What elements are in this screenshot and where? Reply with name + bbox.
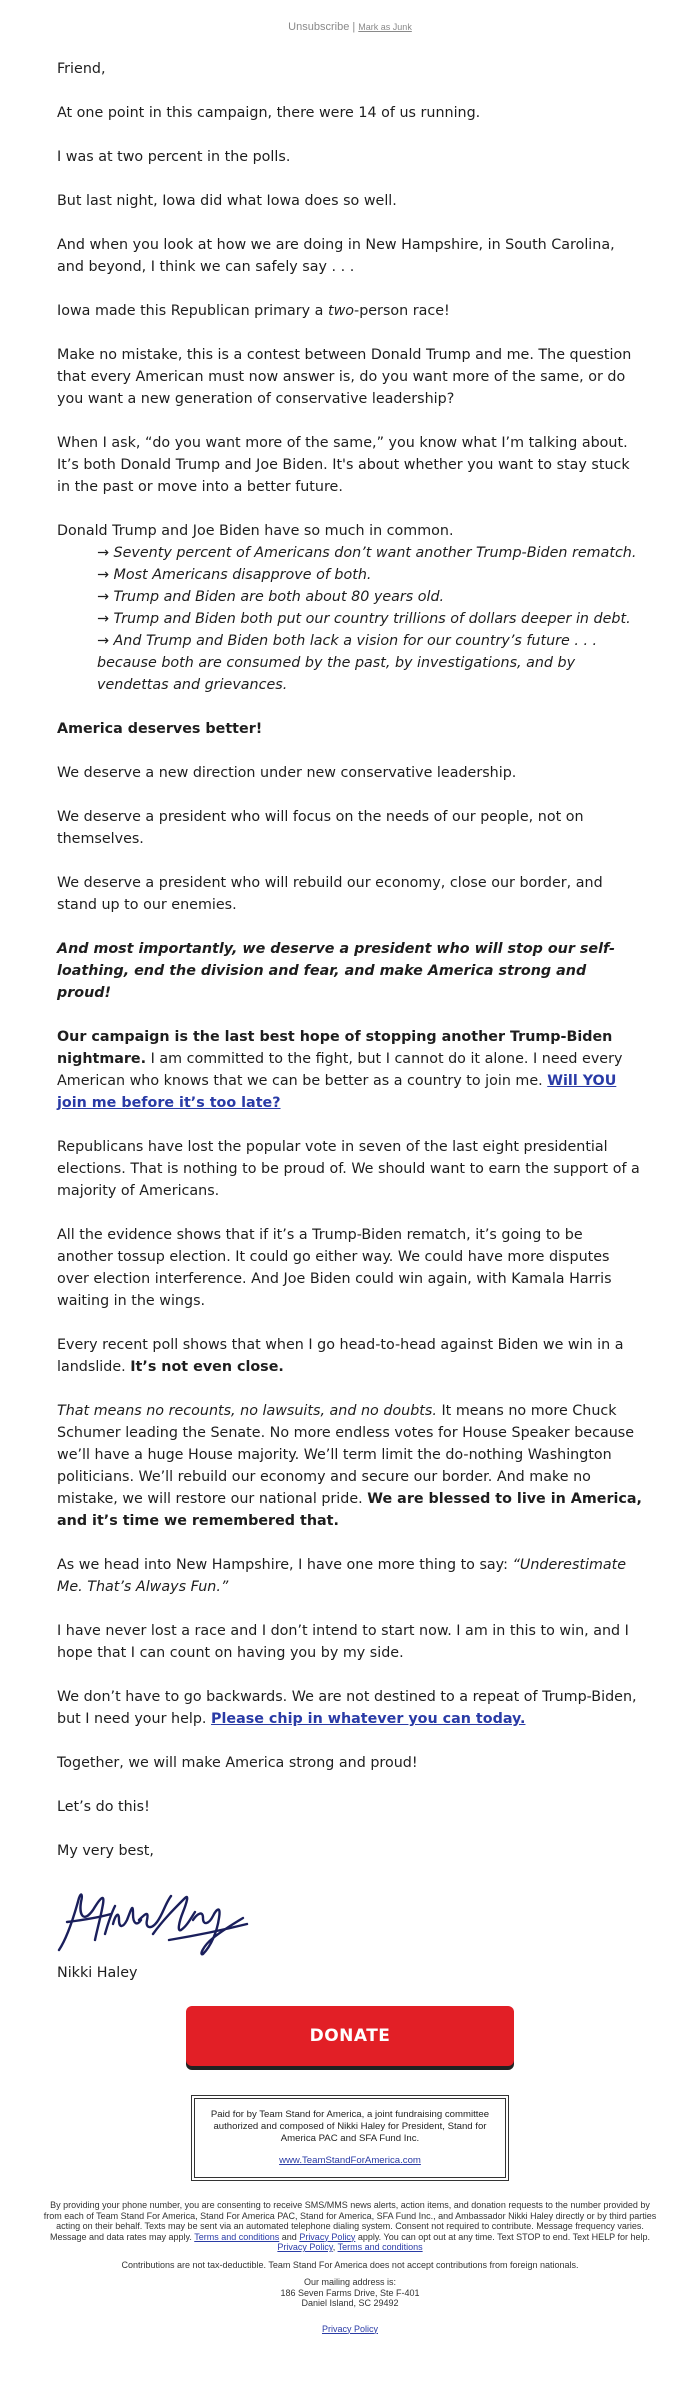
paragraph: I was at two percent in the polls. (57, 149, 291, 165)
email-header-bar (0, 0, 700, 58)
list-item: → Trump and Biden are both about 80 years old. (97, 589, 445, 605)
paragraph: Let’s do this! (57, 1799, 150, 1815)
footer-privacy-link[interactable]: Privacy Policy (321, 2323, 378, 2334)
privacy-link[interactable]: Privacy Policy (277, 2242, 333, 2252)
paragraph: As we head into New Hampshire, I have one more thing to say: “Underestimate Me. That’s Always Fun.” (57, 1557, 627, 1595)
terms-link[interactable]: Terms and conditions (337, 2242, 423, 2252)
paid-for-disclaimer (194, 2098, 506, 2178)
website-link[interactable]: www.TeamStandForAmerica.com (279, 2155, 421, 2166)
contributions-notice: Contributions are not tax-deductible. Team Stand For America does not accept contributions from foreign nationals. (121, 2259, 579, 2270)
paragraph: Republicans have lost the popular vote in seven of the last eight presidential elections. That is nothing to be proud of. We should want to earn the support of a majority of Americans. (57, 1139, 640, 1199)
paragraph: And when you look at how we are doing in New Hampshire, in South Carolina, and beyond, I think we can safely say . . . (57, 237, 615, 275)
list-item: → Most Americans disapprove of both. (97, 567, 372, 583)
mailing-address: Our mailing address is: 186 Seven Farms Drive, Ste F-401 Daniel Island, SC 29492 (280, 2277, 420, 2308)
paragraph: Every recent poll shows that when I go head-to-head against Biden we win in a landslide. It’s not even close. (57, 1337, 624, 1375)
signature-name: Nikki Haley (57, 1965, 138, 1981)
paragraph: America deserves better! (57, 721, 263, 737)
paragraph: Donald Trump and Joe Biden have so much in common. (57, 523, 454, 539)
donate-button[interactable]: DONATE (186, 2006, 514, 2066)
paragraph: Our campaign is the last best hope of stopping another Trump-Biden nightmare. I am committed to the fight, but I cannot do it alone. I need every American who knows that we can be better as a country to join me. Will YOU join me before it’s too late? (57, 1029, 623, 1111)
paragraph: All the evidence shows that if it’s a Trump-Biden rematch, it’s going to be another tossup election. It could go either way. We could have more disputes over election interference. And Joe Biden could win again, with Kamala Harris waiting in the wings. (57, 1227, 612, 1309)
paid-for-text: Paid for by Team Stand for America, a joint fundraising committee authorized and composed of Nikki Haley for President, Stand for America PAC and SFA Fund Inc. (210, 2109, 490, 2144)
paragraph: We deserve a president who will focus on the needs of our people, not on themselves. (57, 809, 584, 847)
closing: My very best, (57, 1843, 154, 1859)
header-separator: | (352, 21, 356, 33)
privacy-link[interactable]: Privacy Policy (299, 2231, 356, 2242)
chip-in-link[interactable]: Please chip in whatever you can today. (211, 1711, 526, 1727)
terms-link[interactable]: Terms and conditions (194, 2231, 280, 2242)
footer-fine-print (0, 2200, 700, 2334)
list-item: → And Trump and Biden both lack a vision for our country’s future . . . because both are consumed by the past, by investigations, and by vendettas and grievances. (97, 633, 598, 693)
paragraph: We deserve a president who will rebuild our economy, close our border, and stand up to our enemies. (57, 875, 603, 913)
paragraph: Together, we will make America strong and proud! (57, 1755, 418, 1771)
list-item: → Trump and Biden both put our country trillions of dollars deeper in debt. (97, 611, 631, 627)
paragraph: But last night, Iowa did what Iowa does so well. (57, 193, 397, 209)
paragraph: Make no mistake, this is a contest between Donald Trump and me. The question that every American must now answer is, do you want more of the same, or do you want a new generation of conservative leadership? (57, 347, 632, 407)
list-item: → Seventy percent of Americans don’t want another Trump-Biden rematch. (97, 545, 637, 561)
paragraph: At one point in this campaign, there were 14 of us running. (57, 105, 481, 121)
greeting: Friend, (57, 61, 106, 77)
sms-consent-text: By providing your phone number, you are consenting to receive SMS/MMS news alerts, action items, and donation requests to the number provided by from each of Team Stand For America, Stand For America PAC, Stand for America, SFA Fund Inc., and Ambassador Nikki Haley directly or by third parties acting on their behalf. Texts may be sent via an automated telephone dialing system. Consent not required to contribute. Message frequency varies. Message and data rates may apply. Terms and conditions and Privacy Policy apply. You can opt out at any time. Text STOP to end. Text HELP for help. Privacy Policy, Terms and conditions (43, 2200, 657, 2252)
signature-image (53, 1880, 253, 1958)
unsubscribe-link[interactable]: Unsubscribe (288, 21, 350, 33)
paragraph: We deserve a new direction under new conservative leadership. (57, 765, 517, 781)
paragraph: That means no recounts, no lawsuits, and no doubts. It means no more Chuck Schumer leading the Senate. No more endless votes for House Speaker because we’ll have a huge House majority. We’ll term limit the do-nothing Washington politicians. We’ll rebuild our economy and secure our border. And make no mistake, we will restore our national pride. We are blessed to live in America, and it’s time we remembered that. (57, 1403, 642, 1529)
paragraph: And most importantly, we deserve a president who will stop our self-loathing, end the division and fear, and make America strong and proud! (57, 941, 615, 1001)
join-me-link[interactable]: Will YOU join me before it’s too late? (57, 1073, 617, 1111)
paragraph: I have never lost a race and I don’t intend to start now. I am in this to win, and I hope that I can count on having you by my side. (57, 1623, 629, 1661)
mark-as-junk-link[interactable]: Mark as Junk (358, 22, 412, 32)
comparison-list (57, 542, 643, 696)
paragraph: When I ask, “do you want more of the same,” you know what I’m talking about. It’s both Donald Trump and Joe Biden. It's about whether you want to stay stuck in the past or move into a better future. (57, 435, 630, 495)
letter-body (0, 58, 700, 1984)
paragraph: Iowa made this Republican primary a two-person race! (57, 303, 450, 319)
donate-section (0, 2006, 700, 2066)
paragraph: We don’t have to go backwards. We are not destined to a repeat of Trump-Biden, but I need your help. Please chip in whatever you can today. (57, 1689, 637, 1727)
